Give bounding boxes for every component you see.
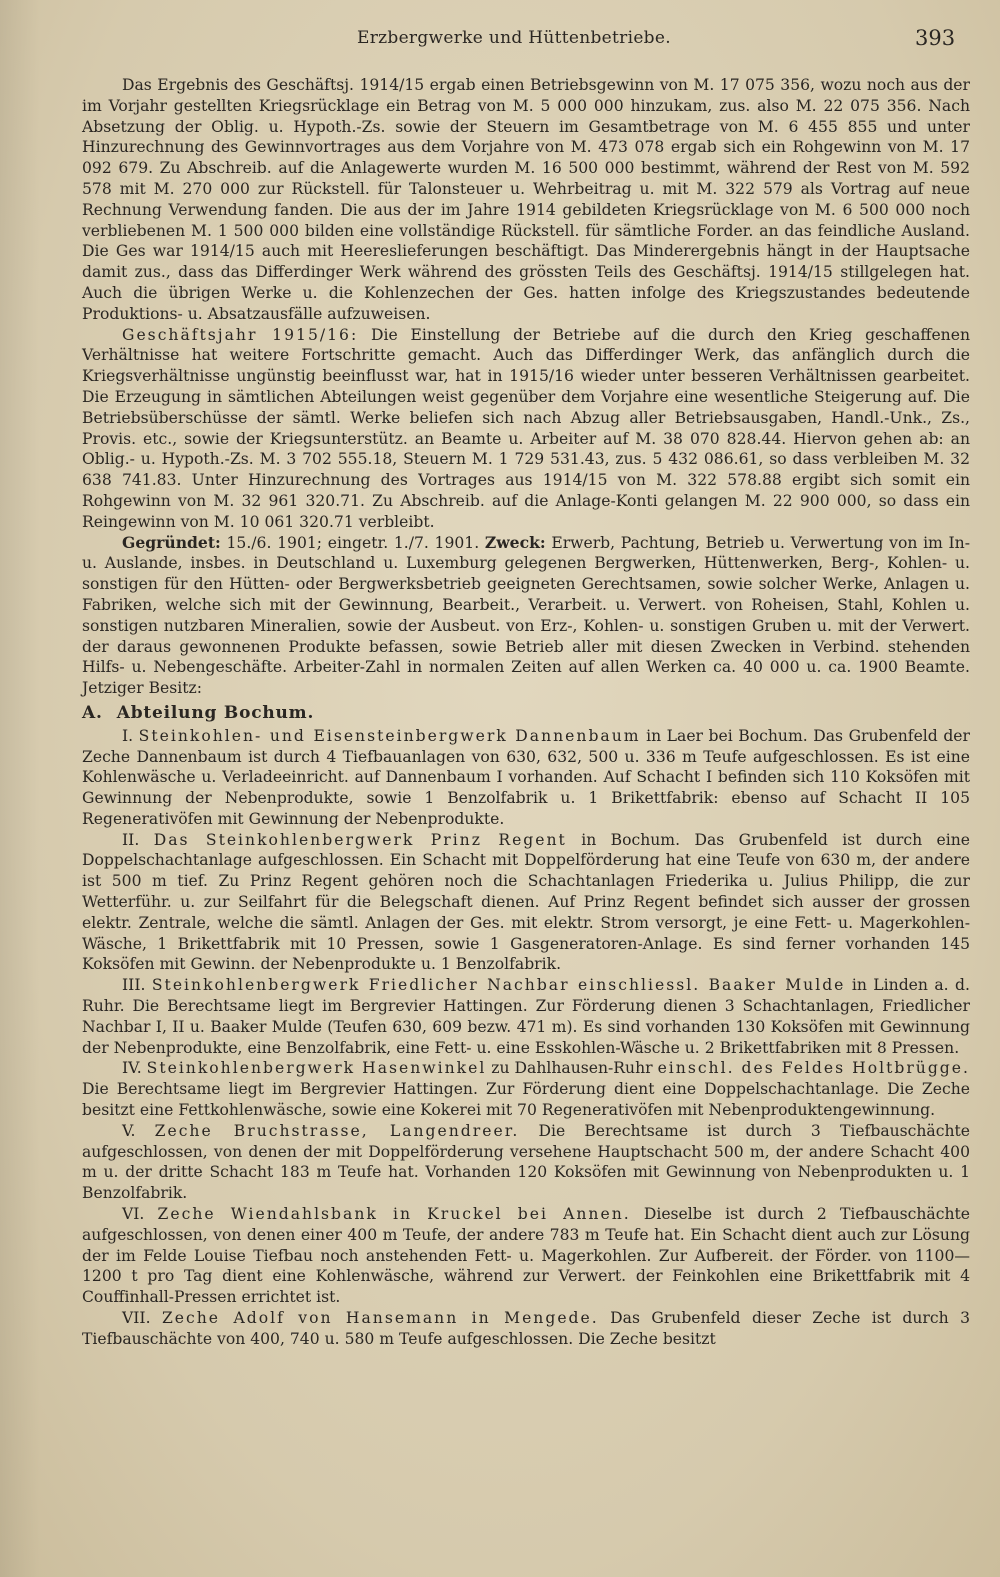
item-lead: Das Steinkohlenbergwerk Prinz Regent — [153, 830, 567, 849]
paragraph-founded-purpose — [82, 533, 970, 699]
founded-label: Gegründet: — [122, 532, 221, 552]
section-letter: A. — [82, 702, 103, 723]
item-text: in Laer bei Bochum. Das Grubenfeld der Zeche Dannenbaum ist durch 4 Tiefbauanlagen von 630, 632, 500 u. 336 m Teufe aufgeschlossen. Es ist eine Kohlenwäsche u. Verladeeinricht. auf Dannenbaum I vorhanden. Auf Schacht I befinden sich 110 Koksöfen mit Gewinnung der Nebenprodukte, sowie 1 Benzolfabrik u. 1 Brikettfabrik: ebenso auf Schacht II 105 Regenerativöfen mit Gewinnung der Nebenprodukte. — [82, 726, 970, 828]
paragraph-fiscal-year-1915-16 — [82, 325, 970, 533]
page-number: 393 — [915, 26, 956, 50]
paragraph-text: Erwerb, Pachtung, Betrieb u. Verwertung von im In- u. Auslande, insbes. in Deutschland u. Luxemburg gelegenen Bergwerken, Hüttenwerken, Berg-, Kohlen- u. sonstigen für den Hütten- oder Bergwerksbetrieb geeigneten Gerechtsamen, sowie solcher Werke, Anlagen u. Fabriken, welche sich mit der Gewinnung, Bearbeit., Verarbeit. u. Verwert. von Roheisen, Stahl, Kohlen u. sonstigen nutzbaren Mineralien, sowie der Ausbeut. von Erz-, Kohlen- u. sonstigen Gruben u. mit der Verwert. der daraus gewonnenen Produkte befassen, sowie Betrieb aller mit diesen Zwecken in Verbind. stehenden Hilfs- u. Nebengeschäfte. Arbeiter-Zahl in normalen Zeiten auf allen Werken ca. 40 000 u. ca. 1900 Beamte. Jetziger Besitz: — [82, 533, 970, 698]
item-lead: Zeche Adolf von Hansemann in Mengede. — [161, 1309, 599, 1328]
item-text: Dieselbe ist durch 2 Tiefbauschächte aufgeschlossen, von denen einer 400 m Teufe, der andere 783 m Teufe hat. Ein Schacht dient auch zur Lösung der im Felde Louise Tiefbau noch anstehenden Fett- u. Magerkohlen. Zur Aufbereit. der Förder. von 1100—1200 t pro Tag dient eine Kohlenwäsche, während zur Verwert. der Feinkohlen eine Brikettfabrik mit 4 Couffinhall-Pressen errichtet ist. — [82, 1205, 970, 1307]
list-item: I. Steinkohlen- und Eisensteinbergwerk Dannenbaum in Laer bei Bochum. Das Grubenfeld der Zeche Dannenbaum ist durch 4 Tiefbauanlagen von 630, 632, 500 u. 336 m Teufe aufgeschlossen. Es ist eine Kohlenwäsche u. Verladeeinricht. auf Dannenbaum I vorhanden. Auf Schacht I befinden sich 110 Koksöfen mit Gewinnung der Nebenprodukte, sowie 1 Benzolfabrik u. 1 Brikettfabrik: ebenso auf Schacht II 105 Regenerativöfen mit Gewinnung der Nebenprodukte. — [82, 726, 970, 828]
item-text: in Linden a. d. Ruhr. Die Berechtsame liegt im Bergrevier Hattingen. Zur Förderung dienen 3 Schachtanlagen, Friedlicher Nachbar I, II u. Baaker Mulde (Teufen 630, 609 bezw. 471 m). Es sind vorhanden 130 Koksöfen mit Gewinnung der Nebenprodukte, eine Benzolfabrik, eine Fett- u. eine Esskohlen-Wäsche u. 2 Brikettfabriken mit 8 Pressen. — [82, 976, 970, 1057]
item-lead: Steinkohlen- und Eisensteinbergwerk Dannenbaum — [138, 726, 641, 745]
item-text: Die Berechtsame ist durch 3 Tiefbauschächte aufgeschlossen, von denen der mit Doppelförderung versehene Hauptschacht 500 m, der andere Schacht 400 m u. der dritte Schacht 183 m Teufe hat. Vorhanden 120 Koksöfen mit Gewinnung von Nebenprodukten u. 1 Benzolfabrik. — [82, 1121, 970, 1203]
paragraph-results-1914-15 — [82, 75, 970, 325]
purpose-label: Zweck: — [484, 532, 546, 552]
item-text-mid: zu Dahlhausen-Ruhr — [486, 1059, 658, 1078]
section-heading — [82, 703, 970, 724]
list-item: VI. Zeche Wiendahlsbank in Kruckel bei Annen. Dieselbe ist durch 2 Tiefbauschächte aufgeschlossen, von denen einer 400 m Teufe, der andere 783 m Teufe hat. Ein Schacht dient auch zur Lösung der im Felde Louise Tiefbau noch anstehenden Fett- u. Magerkohlen. Zur Aufbereit. der Förder. von 1100—1200 t pro Tag dient eine Kohlenwäsche, während zur Verwert. der Feinkohlen eine Brikettfabrik mit 4 Couffinhall-Pressen errichtet ist. — [82, 1205, 970, 1307]
item-text: Das Grubenfeld dieser Zeche ist durch 3 Tiefbauschächte von 400, 740 u. 580 m Teufe aufgeschlossen. Die Zeche besitzt — [82, 1309, 971, 1348]
list-item: III. Steinkohlenbergwerk Friedlicher Nachbar einschliessl. Baaker Mulde in Linden a. d. Ruhr. Die Berechtsame liegt im Bergrevier Hattingen. Zur Förderung dienen 3 Schachtanlagen, Friedlicher Nachbar I, II u. Baaker Mulde (Teufen 630, 609 bezw. 471 m). Es sind vorhanden 130 Koksöfen mit Gewinnung der Nebenprodukte, eine Benzolfabrik, eine Fett- u. eine Esskohlen-Wäsche u. 2 Brikettfabriken mit 8 Pressen. — [82, 976, 970, 1057]
item-lead: Steinkohlenbergwerk Hasenwinkel — [146, 1059, 487, 1078]
list-item: IV. Steinkohlenbergwerk Hasenwinkel zu Dahlhausen-Ruhr einschl. des Feldes Holtbrügge. Die Berechtsame liegt im Bergrevier Hattingen. Zur Förderung dient eine Doppelschachtanlage. Die Zeche besitzt eine Fettkohlenwäsche, sowie eine Kokerei mit 70 Regenerativöfen mit Nebenproduktengewinnung. — [82, 1059, 970, 1120]
item-lead: Zeche Bruchstrasse, Langendreer. — [154, 1121, 520, 1140]
founded-text: 15./6. 1901; eingetr. 1./7. 1901. — [220, 533, 485, 552]
list-item: VII. Zeche Adolf von Hansemann in Mengede. Das Grubenfeld dieser Zeche ist durch 3 Tiefbauschächte von 400, 740 u. 580 m Teufe aufgeschlossen. Die Zeche besitzt — [82, 1309, 971, 1348]
running-title: Erzbergwerke und Hüttenbetriebe. — [357, 28, 671, 48]
section-title: Abteilung Bochum. — [116, 702, 315, 723]
paragraph-text: Das Ergebnis des Geschäftsj. 1914/15 ergab einen Betriebsgewinn von M. 17 075 356, wozu noch aus der im Vorjahr gestellten Kriegsrücklage ein Betrag von M. 5 000 000 hinzukam, zus. also M. 22 075 356. Nach Absetzung der Oblig. u. Hypoth.-Zs. sowie der Steuern im Gesamtbetrage von M. 6 455 855 und unter Hinzurechnung des Gewinnvortrages aus dem Vorjahre von M. 473 078 ergab sich ein Rohgewinn von M. 17 092 679. Zu Abschreib. auf die Anlagewerte wurden M. 16 500 000 bestimmt, während der Rest von M. 592 578 mit M. 270 000 zur Rückstell. für Talonsteuer u. Wehrbeitrag u. mit M. 322 579 als Vortrag auf neue Rechnung Verwendung fanden. Die aus der im Jahre 1914 gebildeten Kriegsrücklage von M. 6 500 000 noch verbliebenen M. 1 500 000 bilden eine vollständige Rückstell. für sämtliche Forder. an das feindliche Ausland. Die Ges war 1914/15 auch mit Heereslieferungen beschäftigt. Das Minderergebnis hängt in der Hauptsache damit zus., dass das Differdinger Werk während des grössten Teils des Geschäftsj. 1914/15 stillgelegen hat. Auch die übrigen Werke u. die Kohlenzechen der Ges. hatten infolge des Kriegszustandes bedeutende Produktions- u. Absatzausfälle aufzuweisen. — [82, 76, 970, 323]
body-text — [82, 75, 970, 1350]
running-header — [0, 22, 1000, 52]
item-lead-2: einschl. des Feldes Holtbrügge. — [657, 1059, 970, 1078]
paragraph-text: Die Einstellung der Betriebe auf die durch den Krieg geschaffenen Verhältnisse hat weitere Fortschritte gemacht. Auch das Differdinger Werk, das anfänglich durch die Kriegsverhältnisse ungünstig beeinflusst war, hat in 1915/16 wieder unter besseren Verhältnissen gearbeitet. Die Erzeugung in sämtlichen Abteilungen weist gegenüber dem Vorjahre eine wesentliche Steigerung auf. Die Betriebsüberschüsse der sämtl. Werke beliefen sich nach Abzug aller Betriebsausgaben, Handl.-Unk., Zs., Provis. etc., sowie der Kriegsunterstütz. an Beamte u. Arbeiter auf M. 38 070 828.44. Hiervon gehen ab: an Oblig.- u. Hypoth.-Zs. M. 3 702 555.18, Steuern M. 1 729 531.43, zus. 5 432 086.61, so dass verbleiben M. 32 638 741.83. Unter Hinzurechnung des Vortrages aus 1914/15 von M. 322 578.88 ergibt sich somit ein Rohgewinn von M. 32 961 320.71. Zu Abschreib. auf die Anlage-Konti gelangen M. 22 900 000, so dass ein Reingewinn von M. 10 061 320.71 verbleibt. — [82, 325, 970, 531]
item-lead: Zeche Wiendahlsbank in Kruckel bei Annen. — [157, 1205, 631, 1224]
item-lead: Steinkohlenbergwerk Friedlicher Nachbar einschliessl. Baaker Mulde — [151, 976, 846, 995]
item-text: Die Berechtsame liegt im Bergrevier Hattingen. Zur Förderung dient eine Doppelschachtanlage. Die Zeche besitzt eine Fettkohlenwäsche, sowie eine Kokerei mit 70 Regenerativöfen mit Nebenproduktengewinnung. — [82, 1080, 970, 1120]
list-item: II. Das Steinkohlenbergwerk Prinz Regent in Bochum. Das Grubenfeld ist durch eine Doppelschachtanlage aufgeschlossen. Ein Schacht mit Doppelförderung hat eine Teufe von 630 m, der andere ist 500 m tief. Zu Prinz Regent gehören noch die Schachtanlagen Friederika u. Julius Philipp, die zur Wetterführ. u. zur Seilfahrt für die Belegschaft dienen. Auf Prinz Regent befindet sich ausser der grossen elektr. Zentrale, welche die sämtl. Anlagen der Ges. mit elektr. Strom versorgt, je eine Fett- u. Magerkohlen-Wäsche, 1 Brikettfabrik mit 10 Pressen, sowie 1 Gasgeneratoren-Anlage. Es sind ferner vorhanden 145 Koksöfen mit Gewinn. der Nebenprodukte u. 1 Benzolfabrik. — [82, 830, 970, 974]
item-text: in Bochum. Das Grubenfeld ist durch eine Doppelschachtanlage aufgeschlossen. Ein Schacht mit Doppelförderung hat eine Teufe von 630 m, der andere ist 500 m tief. Zu Prinz Regent gehören noch die Schachtanlagen Friederika u. Julius Philipp, die zur Wetterführ. u. zur Seilfahrt für die Belegschaft dienen. Auf Prinz Regent befindet sich ausser der grossen elektr. Zentrale, welche die sämtl. Anlagen der Ges. mit elektr. Strom versorgt, je eine Fett- u. Magerkohlen-Wäsche, 1 Brikettfabrik mit 10 Pressen, sowie 1 Gasgeneratoren-Anlage. Es sind ferner vorhanden 145 Koksöfen mit Gewinn. der Nebenprodukte u. 1 Benzolfabrik. — [82, 830, 970, 974]
paragraph-lead: Geschäftsjahr 1915/16: — [122, 325, 359, 344]
list-item: V. Zeche Bruchstrasse, Langendreer. Die Berechtsame ist durch 3 Tiefbauschächte aufgeschlossen, von denen der mit Doppelförderung versehene Hauptschacht 500 m, der andere Schacht 400 m u. der dritte Schacht 183 m Teufe hat. Vorhanden 120 Koksöfen mit Gewinnung von Nebenprodukten u. 1 Benzolfabrik. — [82, 1121, 970, 1203]
